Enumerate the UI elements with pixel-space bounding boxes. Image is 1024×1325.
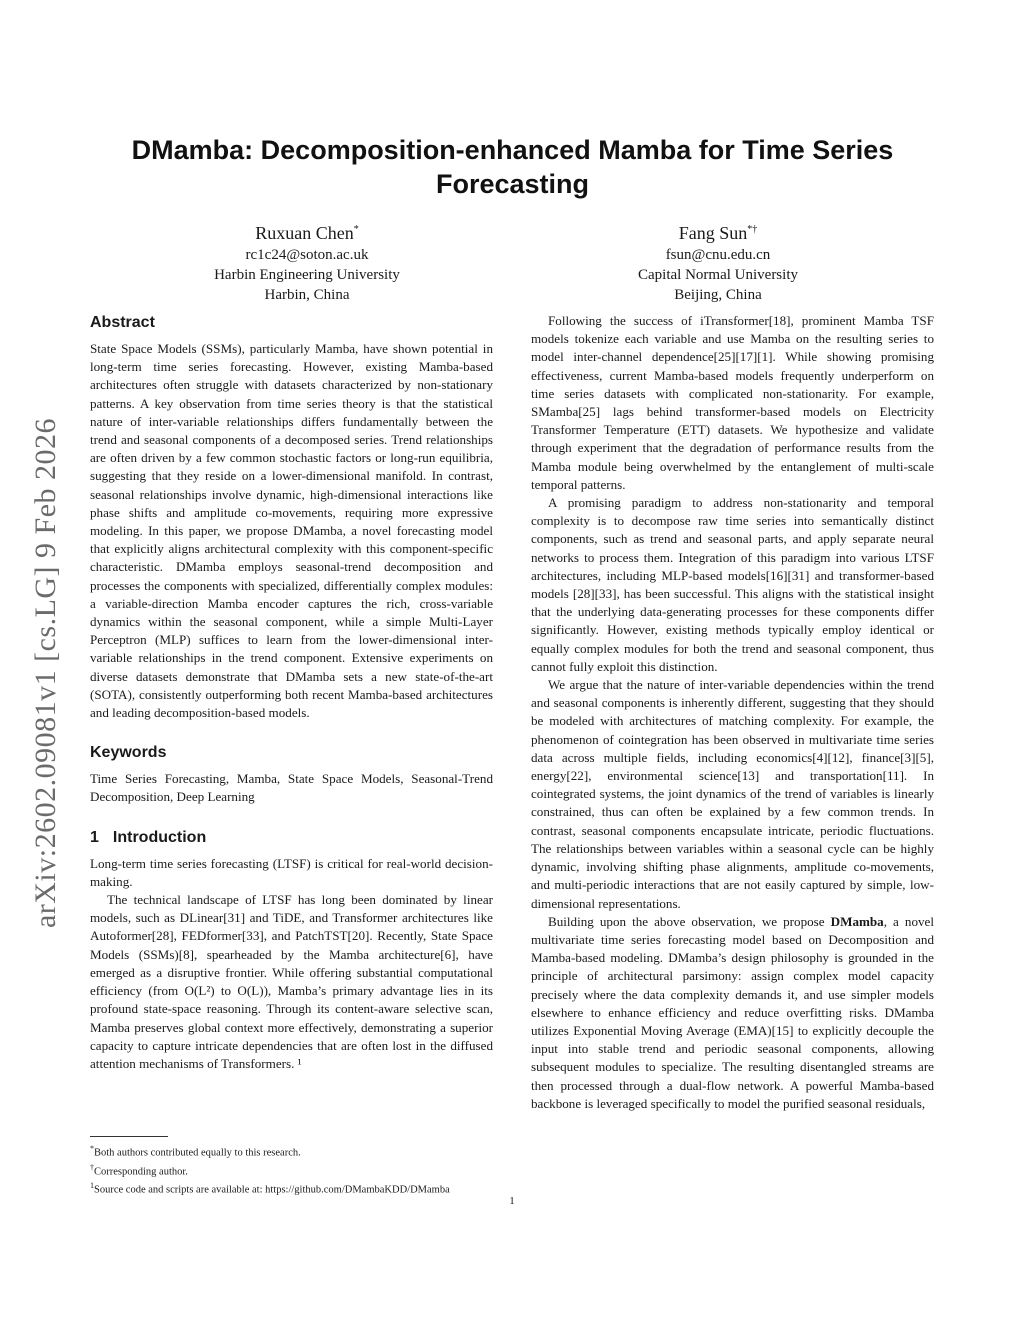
footnote-text[interactable]: Source code and scripts are available at: https://github.com/DMambaKDD/DMamba: [94, 1184, 450, 1196]
footnote-text: Corresponding author.: [94, 1166, 188, 1177]
footnote-3: [90, 1179, 493, 1198]
author-location: Harbin, China: [264, 287, 350, 303]
author-mark: *: [353, 224, 359, 235]
right-column: [531, 312, 934, 1113]
author-email[interactable]: rc1c24@soton.ac.uk: [245, 247, 369, 263]
author-block-1: [157, 218, 457, 305]
right-paragraph-3: We argue that the nature of inter-variable dependencies within the trend and seasonal components is inherently different, suggesting that they should be modeled with architectures of matching complexity. For example, the phenomenon of cointegration has been observed in multivariate time series data across multiple fields, including economics[4][12], finance[3][5], energy[22], environmental science[13] and transportation[11]. In cointegrated systems, the joint dynamics of the trend of variables is linearly constrained, thus can often be explained by a few common trends. In contrast, seasonal components encapsulate intricate, periodic fluctuations. The relationships between variables within a seasonal cycle can be highly dynamic, involving shifting phase alignments, amplitude co-movements, and multi-periodic interactions that are not easily captured by simple, low-dimensional representations.: [531, 677, 934, 911]
section-title: Introduction: [112, 828, 207, 846]
keywords-text: Time Series Forecasting, Mamba, State Space Models, Seasonal-Trend Decomposition, Deep Learning: [90, 771, 493, 805]
author-mark: *†: [747, 224, 758, 235]
right-paragraph-1: Following the success of iTransformer[18], prominent Mamba TSF models tokenize each variable and use Mamba on the resulting series to model inter-channel dependence[25][17][1]. While showing promising effectiveness, current Mamba-based models frequently underperform on time series datasets with complicated non-stationarity. For example, SMamba[25] lags behind transformer-based models on Electricity Transformer Temperature (ETT) datasets. We hypothesize and validate through experiment that the degradation of performance results from the Mamba module being overwhelmed by the entanglement of multi-scale temporal patterns.: [531, 313, 934, 492]
arxiv-identifier: arXiv:2602.09081v1 [cs.LG] 9 Feb 2026: [29, 417, 63, 929]
footnotes: [90, 1136, 493, 1198]
page-number: 1: [509, 1195, 515, 1207]
right-paragraph-4: [531, 913, 934, 1113]
introduction-heading: [90, 827, 493, 849]
left-column: [90, 312, 493, 1073]
footnote-2: [90, 1161, 493, 1180]
abstract-heading: Abstract: [90, 314, 155, 331]
abstract-text: State Space Models (SSMs), particularly Mamba, have shown potential in long-term time series forecasting. However, existing Mamba-based architectures often struggle with datasets characterized by non-stationary patterns. A key observation from time series theory is that the statistical nature of inter-variable relationships differs fundamentally between the trend and seasonal components of a decomposed series. Trend relationships are often driven by a few common stochastic factors or long-run equilibria, suggesting that they reside on a lower-dimensional manifold. In contrast, seasonal relationships involve dynamic, high-dimensional interactions like phase shifts and amplitude co-movements, requiring more expressive modeling. In this paper, we propose DMamba, a novel forecasting model that explicitly aligns architectural complexity with this component-specific characteristic. DMamba employs seasonal-trend decomposition and processes the components with specialized, differentially complex modules: a variable-direction Mamba encoder captures the rich, cross-variable dynamics within the seasonal component, while a simple Multi-Layer Perceptron (MLP) suffices to learn from the lower-dimensional inter-variable relationships in the trend component. Extensive experiments on diverse datasets demonstrate that DMamba sets a new state-of-the-art (SOTA), consistently outperforming both recent Mamba-based architectures and leading decomposition-based models.: [90, 341, 493, 721]
footnote-mark: †: [90, 1162, 94, 1172]
footnote-rule: [90, 1136, 168, 1137]
author-affiliation: Harbin Engineering University: [214, 267, 400, 283]
keywords-heading: Keywords: [90, 744, 167, 762]
author-block-2: [568, 218, 868, 305]
author-affiliation: Capital Normal University: [638, 267, 798, 283]
right-paragraph-2: A promising paradigm to address non-stationarity and temporal complexity is to decompose raw time series into semantically distinct components, such as trend and seasonal parts, and apply separate neural networks to process them. Integration of this paradigm into various LTSF architectures, including MLP-based models[16][31] and transformer-based models [28][33], has been successful. This aligns with the statistical insight that the underlying data-generating processes for these components differ significantly. However, existing methods typically employ identical or equally complex modules for both the trend and seasonal component, thus cannot fully exploit this distinction.: [531, 495, 934, 674]
section-number: 1: [90, 828, 99, 846]
author-name: Ruxuan Chen: [255, 223, 354, 243]
p4-rest: , a novel multivariate time series forecasting model based on Decomposition and Mamba-based modeling. DMamba’s design philosophy is grounded in the principle of architectural parsimony: assign complex model capacity precisely where the data complexity demands it, and use simpler models elsewhere to enhance efficiency and reduce overfitting risks. DMamba utilizes Exponential Moving Average (EMA)[15] to explicitly decouple the input into stable trend and periodic seasonal components, allowing subsequent modules to specialize. The resulting disentangled streams are then processed through a dual-flow network. A powerful Mamba-based backbone is leveraged specifically to model the purified seasonal residuals,: [531, 913, 934, 1111]
arxiv-stamp: [28, 378, 64, 968]
footnote-mark: *: [90, 1144, 94, 1153]
footnote-text: Both authors contributed equally to this research.: [94, 1147, 301, 1159]
footnote-1: [90, 1142, 493, 1161]
footnote-mark: 1: [90, 1181, 94, 1190]
author-location: Beijing, China: [674, 287, 762, 303]
model-name: DMamba: [830, 913, 884, 929]
paper-title: DMamba: Decomposition-enhanced Mamba for Time Series Forecasting: [131, 135, 894, 199]
author-email[interactable]: fsun@cnu.edu.cn: [665, 247, 771, 263]
p4-lead: Building upon the above observation, we propose: [548, 913, 831, 929]
intro-paragraph-2: The technical landscape of LTSF has long been dominated by linear models, such as DLinear[31] and TiDE, and Transformer architectures like Autoformer[28], FEDformer[33], and PatchTST[20]. Recently, State Space Models (SSMs)[8], spearheaded by the Mamba architecture[6], have emerged as a disruptive frontier. While offering substantial computational efficiency (from O(L²) to O(L)), Mamba’s primary advantage lies in its profound state-space reasoning. Through its content-aware selective scan, Mamba preserves global context more effectively, demonstrating a superior capacity to capture intricate dependencies that are often lost in the diffused attention mechanisms of Transformers. ¹: [90, 892, 493, 1071]
author-name: Fang Sun: [678, 223, 748, 243]
intro-paragraph-1: Long-term time series forecasting (LTSF) is critical for real-world decision-making.: [90, 855, 493, 889]
